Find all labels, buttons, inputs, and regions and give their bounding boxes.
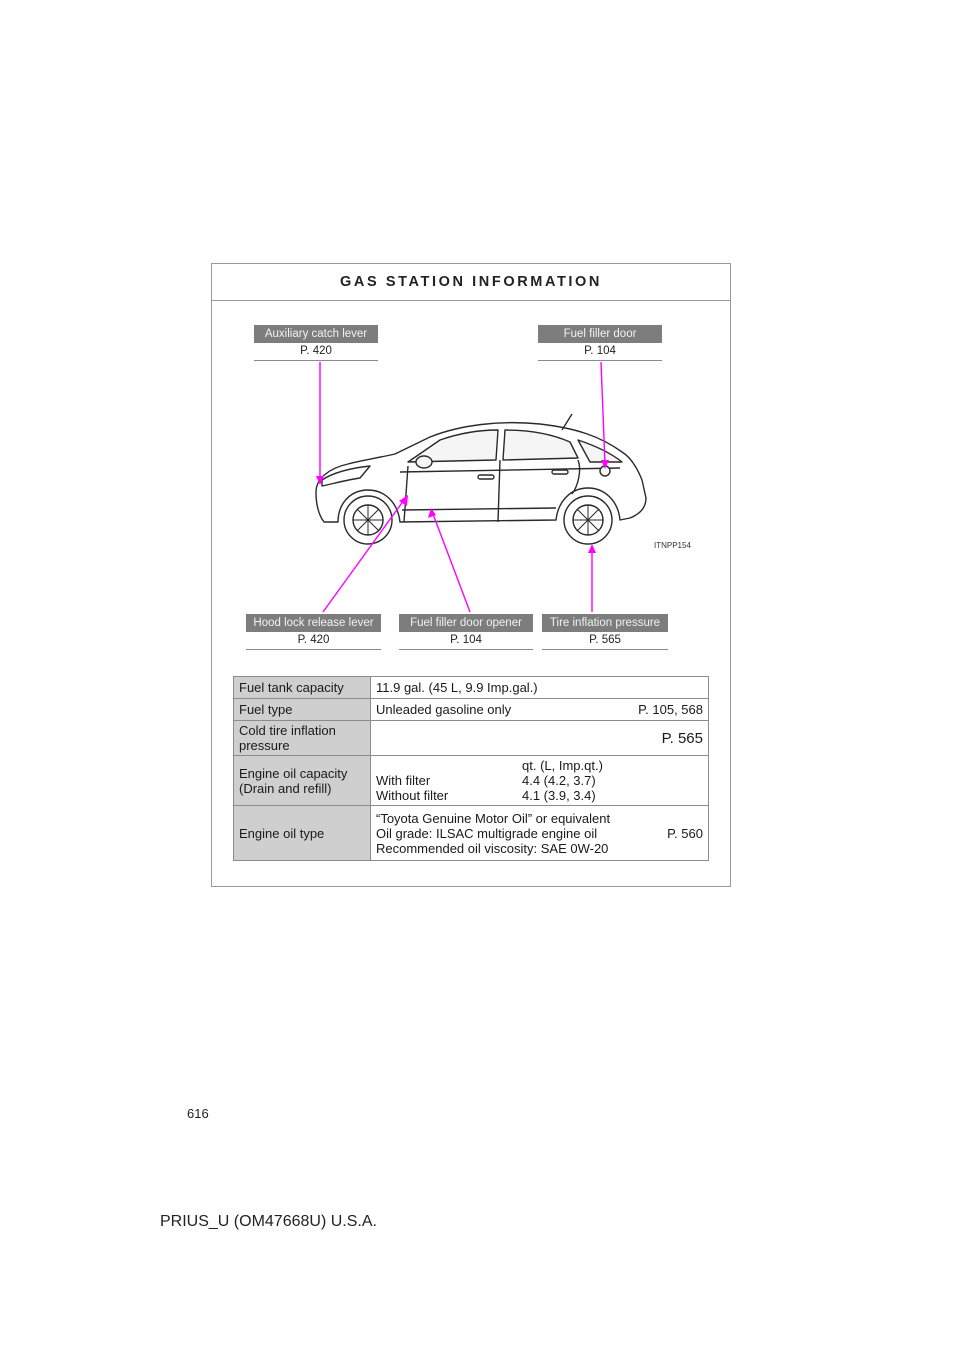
oil-type-line2: Oil grade: ILSAC multigrade engine oil: [376, 825, 598, 841]
oil-capacity-unit: qt. (L, Imp.qt.): [522, 758, 603, 773]
table-row: [234, 756, 709, 806]
fuel-type-label: Fuel type: [234, 699, 371, 721]
car-rear-wheel-spokes: [573, 505, 603, 535]
car-rocker-line: [402, 508, 556, 510]
tire-pressure-label-line2: pressure: [239, 738, 290, 753]
oil-capacity-cell: [371, 756, 709, 806]
section-title: GAS STATION INFORMATION: [212, 264, 730, 301]
car-headlight: [322, 466, 370, 486]
leader-hood-lock-release-lever: [323, 500, 404, 612]
tire-pressure-label-line1: Cold tire inflation: [239, 723, 336, 738]
tire-pressure-cell: [371, 721, 709, 756]
table-row: [234, 677, 709, 699]
fuel-type-cell: [371, 699, 709, 721]
car-back-glass: [578, 440, 622, 462]
tire-pressure-label: [234, 721, 371, 756]
callout-page-ref[interactable]: P. 420: [254, 343, 378, 361]
tire-pressure-page-ref[interactable]: P. 565: [661, 729, 703, 747]
oil-capacity-label: [234, 756, 371, 806]
fuel-type-page-ref[interactable]: P. 105, 568: [638, 702, 703, 717]
oil-type-page-ref[interactable]: P. 560: [667, 825, 703, 841]
oil-type-label: Engine oil type: [234, 806, 371, 861]
callout-label: Fuel filler door opener: [399, 614, 533, 632]
car-door-line-mid: [498, 460, 500, 522]
oil-capacity-label-line2: (Drain and refill): [239, 780, 332, 796]
table-row: [234, 721, 709, 756]
car-door-line-front: [404, 466, 408, 522]
spec-table: [233, 676, 709, 861]
callout-label: Tire inflation pressure: [542, 614, 668, 632]
figure-code: ITNPP154: [654, 541, 691, 550]
callout-page-ref[interactable]: P. 104: [399, 632, 533, 650]
fuel-tank-value: 11.9 gal. (45 L, 9.9 Imp.gal.): [371, 677, 709, 699]
callout-page-ref[interactable]: P. 420: [246, 632, 381, 650]
car-front-wheel-spokes: [353, 505, 383, 535]
callout-page-ref[interactable]: P. 565: [542, 632, 668, 650]
oil-type-cell: [371, 806, 709, 861]
fuel-type-value: Unleaded gasoline only: [376, 702, 512, 717]
without-filter-value: 4.1 (3.9, 3.4): [522, 788, 596, 803]
without-filter-label: Without filter: [376, 788, 449, 803]
car-rear-window: [503, 430, 578, 460]
callout-label: Auxiliary catch lever: [254, 325, 378, 343]
fuel-tank-label: Fuel tank capacity: [234, 677, 371, 699]
oil-capacity-label-line1: Engine oil capacity: [239, 765, 348, 781]
with-filter-value: 4.4 (4.2, 3.7): [522, 773, 596, 788]
car-door-handle-front: [478, 475, 494, 479]
footer-model-code: PRIUS_U (OM47668U) U.S.A.: [160, 1213, 377, 1230]
callout-label: Fuel filler door: [538, 325, 662, 343]
table-row: [234, 806, 709, 861]
leader-arrowhead: [588, 544, 596, 553]
car-door-handle-rear: [552, 470, 568, 474]
page-number: 616: [187, 1106, 209, 1121]
oil-type-line1: “Toyota Genuine Motor Oil” or equivalent: [376, 810, 611, 826]
car-belt-line: [400, 468, 620, 472]
car-antenna: [562, 414, 572, 430]
callout-page-ref[interactable]: P. 104: [538, 343, 662, 361]
leader-fuel-filler-door-opener: [433, 514, 470, 612]
table-row: [234, 699, 709, 721]
callout-label: Hood lock release lever: [246, 614, 381, 632]
oil-type-line3: Recommended oil viscosity: SAE 0W-20: [376, 840, 609, 856]
car-mirror: [416, 456, 432, 468]
with-filter-label: With filter: [376, 773, 431, 788]
